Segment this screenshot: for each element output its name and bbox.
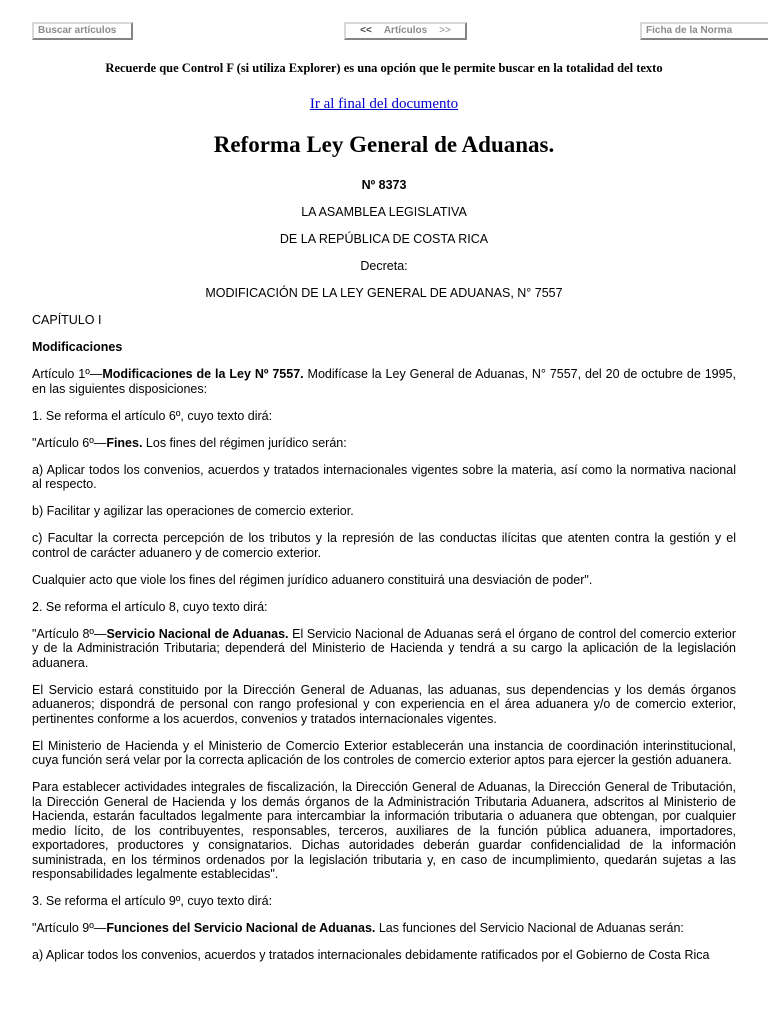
article-6-item-a: a) Aplicar todos los convenios, acuerdos y tratados internacionales vigentes sobre la materia, así como la normativa nacional al respecto. — [32, 462, 736, 491]
article-8 — [32, 627, 736, 671]
chapter-name-text: Modificaciones — [32, 340, 123, 354]
item-1: 1. Se reforma el artículo 6º, cuyo texto dirá: — [32, 408, 273, 423]
article-6-item-c: c) Facultar la correcta percepción de los tributos y la represión de las conductas ilícitas que atenten contra la gestión y el control de carácter aduanero y de comercio exterior. — [32, 531, 736, 560]
item-3: 3. Se reforma el artículo 9º, cuyo texto dirá: — [32, 894, 273, 908]
article-6-closing: Cualquier acto que viole los fines del régimen jurídico aduanero constituirá una desviación de poder". — [32, 572, 593, 587]
article-8-paragraph-4: Para establecer actividades integrales de fiscalización, la Dirección General de Aduanas, la Dirección General de Tributación, la Dirección General de Hacienda y los demás órganos de la Administración Tributaria Aduanera, adscritos al Ministerio de Hacienda, estarán facultados legalmente para intercambiar la información tributaria o aduanera que obtengan, por cualquier medio lícito, de los contribuyentes, responsables, terceros, auxiliares de la función pública aduanera, importadores, exportadores, productores y consignatarios. Dichas autoridades deberán guardar confidencialidad de la información suministrada, en los términos ordenados por la legislación tributaria y, en caso de incumplimiento, quedarán sujetas a las responsabilidades legalmente establecidas". — [32, 780, 736, 881]
article-8-prefix: "Artículo 8º— — [32, 626, 107, 641]
law-number-text: Nº 8373 — [361, 178, 407, 192]
article-9-heading: Funciones del Servicio Nacional de Aduanas. — [106, 921, 376, 935]
previous-article-icon[interactable]: << — [360, 25, 372, 36]
next-article-icon[interactable]: >> — [439, 25, 451, 36]
articles-label: Artículos — [383, 25, 428, 36]
articles-navigation-button[interactable] — [344, 22, 467, 40]
article-6-text: Los fines del régimen jurídico serán: — [142, 435, 347, 450]
article-8-text: El Servicio Nacional de Aduanas será el órgano de control del comercio exterior y de la Administración Tributaria; dependerá del Ministerio de Hacienda y tendrá a su cargo la aplicación de la legislación aduanera. — [32, 626, 736, 670]
article-8-paragraph-3: El Ministerio de Hacienda y el Ministerio de Comercio Exterior establecerán una instancia de coordinación interinstitucional, cuya función será velar por la correcta aplicación de los controles de comercio exterior aptos para ejercer la gestión aduanera. — [32, 738, 736, 767]
search-articles-button[interactable]: Buscar artículos — [32, 22, 133, 40]
document-title: Reforma Ley General de Aduanas. — [213, 132, 555, 157]
article-6-item-b: b) Facilitar y agilizar las operaciones de comercio exterior. — [32, 504, 354, 518]
law-record-button[interactable]: Ficha de la Norma — [640, 22, 768, 40]
article-9-text: Las funciones del Servicio Nacional de Aduanas serán: — [375, 921, 684, 935]
item-2: 2. Se reforma el artículo 8, cuyo texto dirá: — [32, 599, 268, 614]
article-1-prefix: Artículo 1º— — [32, 367, 103, 381]
article-8-heading: Servicio Nacional de Aduanas. — [106, 626, 289, 641]
assembly-heading: LA ASAMBLEA LEGISLATIVA — [301, 205, 467, 219]
republic-heading: DE LA REPÚBLICA DE COSTA RICA — [279, 232, 489, 246]
article-9-prefix: "Artículo 9º— — [32, 921, 107, 935]
article-6-heading: Fines. — [106, 435, 143, 450]
law-title: MODIFICACIÓN DE LA LEY GENERAL DE ADUANAS, N° 7557 — [205, 286, 563, 300]
article-1 — [32, 367, 736, 396]
chapter-name — [32, 340, 736, 355]
goto-end-link[interactable]: Ir al final del documento — [309, 96, 459, 112]
article-6 — [32, 436, 736, 451]
article-1-heading: Modificaciones de la Ley Nº 7557. — [102, 367, 304, 381]
article-9-item-a: a) Aplicar todos los convenios, acuerdos y tratados internacionales debidamente ratificados por el Gobierno de Costa Rica — [32, 948, 710, 962]
article-1-text: Modifícase la Ley General de Aduanas, N° 7557, del 20 de octubre de 1995, en las siguientes disposiciones: — [32, 367, 736, 396]
document-body — [32, 178, 736, 975]
chapter-heading: CAPÍTULO I — [32, 313, 102, 327]
article-9 — [32, 921, 736, 936]
goto-end-container — [0, 96, 768, 113]
article-8-paragraph-2: El Servicio estará constituido por la Dirección General de Aduanas, las aduanas, sus dependencias y los demás órganos aduaneros; dispondrá de personal con rango profesional y con experiencia en el área aduanera y/o de comercio exterior, pertinentes conforme a los acuerdos, convenios y tratados internacionales vigentes. — [32, 682, 736, 726]
decreta-heading: Decreta: — [360, 259, 408, 273]
article-6-prefix: "Artículo 6º— — [32, 435, 107, 450]
search-tip-notice: Recuerde que Control F (si utiliza Explorer) es una opción que le permite buscar en la totalidad del texto — [105, 61, 663, 75]
law-number — [32, 178, 736, 193]
top-navigation-bar — [0, 22, 768, 44]
